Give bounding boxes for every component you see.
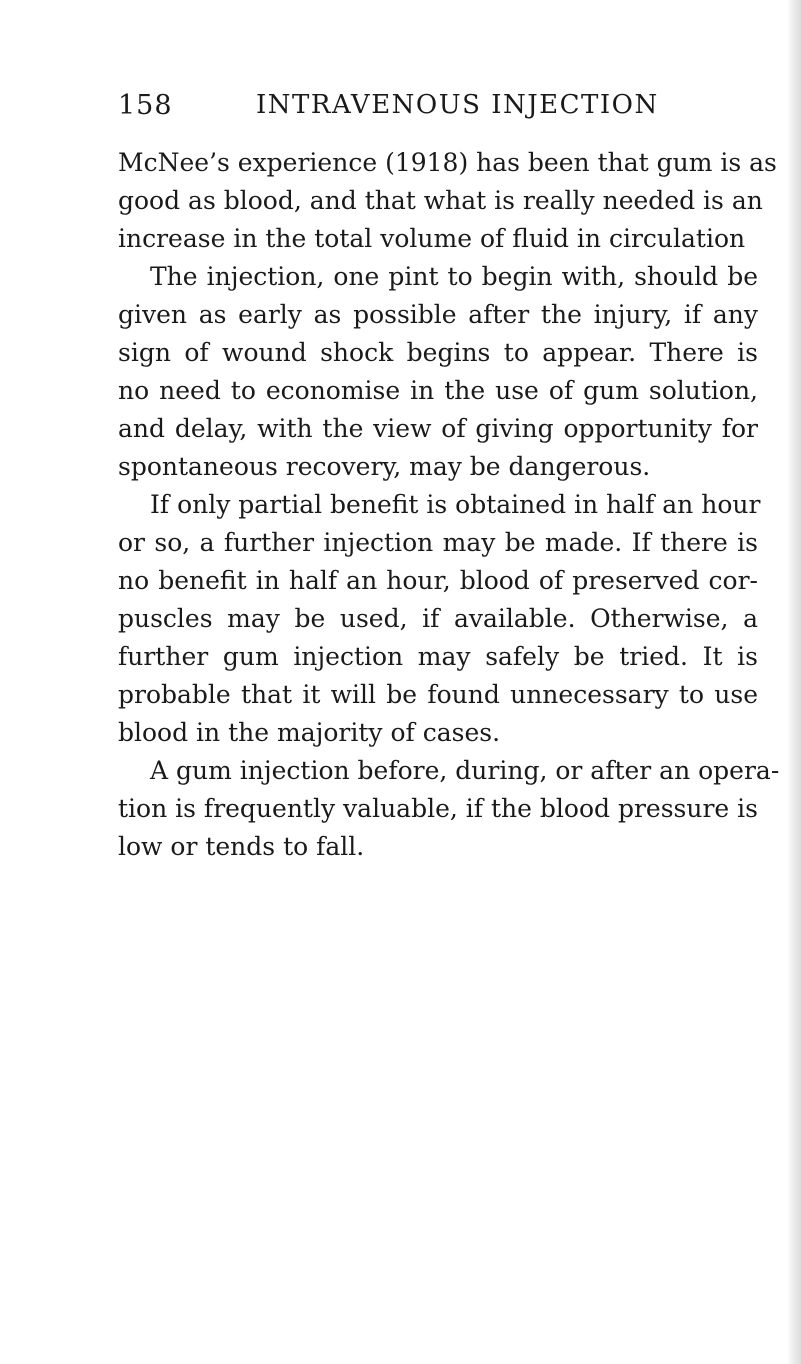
text-line: increase in the total volume of fluid in circulation xyxy=(118,224,746,253)
text-line: given as early as possible after the injury, if any xyxy=(118,300,758,329)
page-title: INTRAVENOUS INJECTION xyxy=(256,90,659,120)
text-line: no need to economise in the use of gum solution, xyxy=(118,376,758,405)
text-line: blood in the majority of cases. xyxy=(118,718,501,747)
text-line: further gum injection may safely be tried. It is xyxy=(118,642,758,671)
text-line: A gum injection before, during, or after an opera- xyxy=(150,756,780,785)
text-line: no benefit in half an hour, blood of preserved cor- xyxy=(118,566,758,595)
text-line: The injection, one pint to begin with, should be xyxy=(150,262,758,291)
text-line: McNee’s experience (1918) has been that gum is as xyxy=(118,148,777,177)
text-line: spontaneous recovery, may be dangerous. xyxy=(118,452,651,481)
text-line: sign of wound shock begins to appear. There is xyxy=(118,338,758,367)
running-head xyxy=(118,90,758,126)
text-line: puscles may be used, if available. Otherwise, a xyxy=(118,604,758,633)
text-line: low or tends to fall. xyxy=(118,832,365,861)
text-line: good as blood, and that what is really needed is an xyxy=(118,186,763,215)
text-line: If only partial benefit is obtained in half an hour xyxy=(150,490,761,519)
text-line: and delay, with the view of giving opportunity for xyxy=(118,414,758,443)
page-edge xyxy=(787,0,801,1364)
page-number: 158 xyxy=(118,90,173,121)
body-text xyxy=(118,144,780,866)
text-line: or so, a further injection may be made. If there is xyxy=(118,528,758,557)
text-line: probable that it will be found unnecessary to use xyxy=(118,680,758,709)
text-line: tion is frequently valuable, if the blood pressure is xyxy=(118,794,758,823)
